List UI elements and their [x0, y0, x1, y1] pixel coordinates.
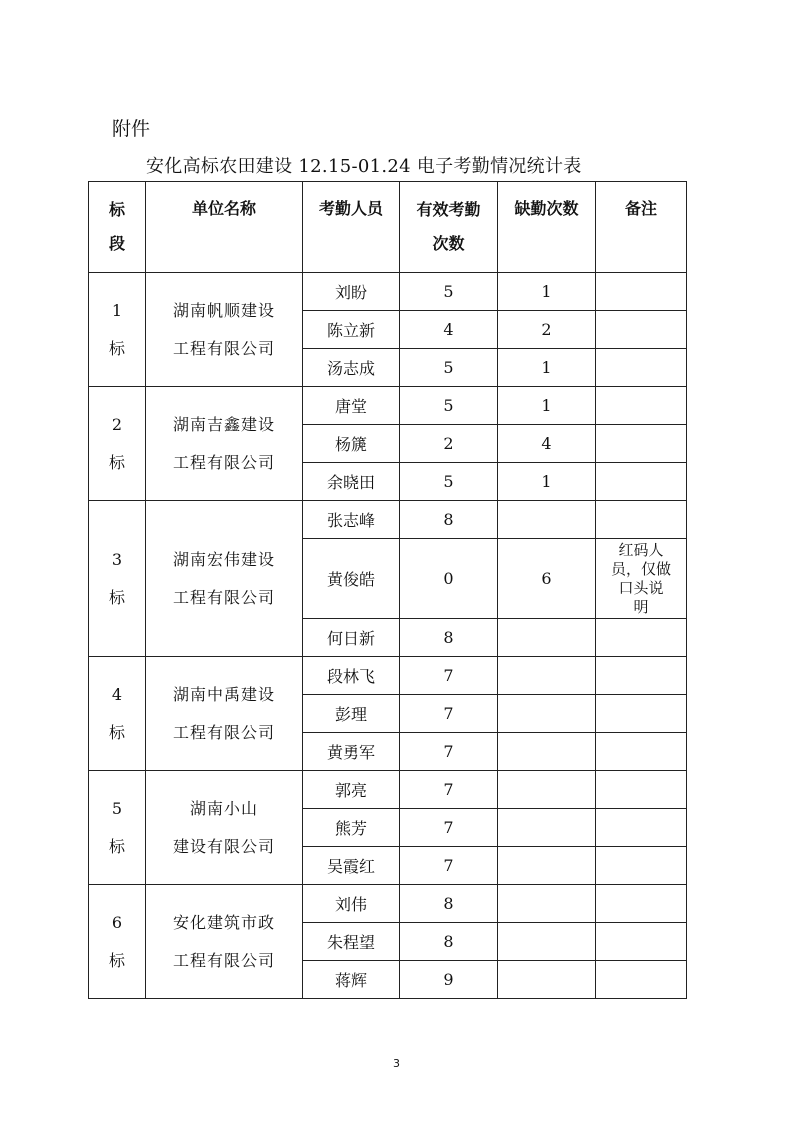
table-row [89, 501, 687, 539]
absent-count-cell: 1 [498, 349, 596, 387]
person-cell: 彭理 [303, 695, 400, 733]
unit-name-line2: 工程有限公司 [172, 950, 275, 970]
valid-count-cell: 2 [400, 425, 498, 463]
unit-cell [146, 387, 303, 501]
unit-name-line1: 湖南中禹建设 [172, 684, 275, 704]
note-cell [596, 961, 687, 999]
unit-cell [146, 657, 303, 771]
annex-label: 附件 [112, 118, 151, 140]
segment-cell [89, 501, 146, 657]
segment-cell [89, 885, 146, 999]
unit-name-line2: 工程有限公司 [172, 587, 275, 607]
absent-count-cell: 2 [498, 311, 596, 349]
unit-name-line2: 工程有限公司 [172, 452, 275, 472]
segment-cell [89, 387, 146, 501]
unit-name-line2: 建设有限公司 [172, 836, 275, 856]
valid-count-cell: 7 [400, 733, 498, 771]
note-line: 红码人 [618, 540, 664, 559]
unit-name-line1: 湖南帆顺建设 [172, 300, 275, 320]
table-row [89, 657, 687, 695]
header-valid-line2: 次数 [432, 234, 465, 253]
valid-count-cell: 7 [400, 771, 498, 809]
header-person: 考勤人员 [303, 182, 400, 273]
note-cell [596, 387, 687, 425]
segment-number: 6 [111, 912, 123, 932]
absent-count-cell: 1 [498, 273, 596, 311]
absent-count-cell [498, 847, 596, 885]
unit-cell [146, 501, 303, 657]
segment-number: 4 [111, 684, 123, 704]
header-segment [89, 182, 146, 273]
note-cell [596, 619, 687, 657]
table-row [89, 387, 687, 425]
note-cell [596, 809, 687, 847]
absent-count-cell: 1 [498, 463, 596, 501]
segment-cell [89, 657, 146, 771]
header-valid-line1: 有效考勤 [416, 200, 481, 219]
segment-suffix: 标 [108, 950, 125, 970]
note-line: 口头说 [618, 578, 664, 597]
unit-name-line2: 工程有限公司 [172, 338, 275, 358]
header-unit: 单位名称 [146, 182, 303, 273]
absent-count-cell [498, 733, 596, 771]
segment-number: 3 [111, 549, 123, 569]
person-cell: 蒋辉 [303, 961, 400, 999]
note-cell [596, 539, 687, 619]
absent-count-cell [498, 695, 596, 733]
segment-suffix: 标 [108, 452, 125, 472]
header-row [89, 182, 687, 273]
unit-cell [146, 885, 303, 999]
absent-count-cell: 4 [498, 425, 596, 463]
valid-count-cell: 8 [400, 619, 498, 657]
note-cell [596, 273, 687, 311]
person-cell: 吴霞红 [303, 847, 400, 885]
note-cell [596, 771, 687, 809]
person-cell: 朱程望 [303, 923, 400, 961]
absent-count-cell [498, 619, 596, 657]
segment-number: 1 [111, 300, 123, 320]
valid-count-cell: 7 [400, 847, 498, 885]
absent-count-cell [498, 961, 596, 999]
unit-cell [146, 273, 303, 387]
header-segment-line1: 标 [108, 200, 125, 219]
valid-count-cell: 5 [400, 387, 498, 425]
valid-count-cell: 7 [400, 657, 498, 695]
valid-count-cell: 5 [400, 463, 498, 501]
unit-cell [146, 771, 303, 885]
segment-suffix: 标 [108, 722, 125, 742]
note-cell [596, 885, 687, 923]
person-cell: 陈立新 [303, 311, 400, 349]
person-cell: 刘伟 [303, 885, 400, 923]
segment-number: 5 [111, 798, 123, 818]
table-row [89, 771, 687, 809]
note-cell [596, 657, 687, 695]
unit-name-line1: 湖南宏伟建设 [172, 549, 275, 569]
header-valid [400, 182, 498, 273]
person-cell: 黄勇军 [303, 733, 400, 771]
table-row [89, 885, 687, 923]
valid-count-cell: 0 [400, 539, 498, 619]
person-cell: 唐堂 [303, 387, 400, 425]
person-cell: 熊芳 [303, 809, 400, 847]
person-cell: 汤志成 [303, 349, 400, 387]
note-cell [596, 425, 687, 463]
header-absent: 缺勤次数 [498, 182, 596, 273]
note-cell [596, 733, 687, 771]
segment-suffix: 标 [108, 587, 125, 607]
segment-cell [89, 273, 146, 387]
valid-count-cell: 9 [400, 961, 498, 999]
person-cell: 何日新 [303, 619, 400, 657]
absent-count-cell: 6 [498, 539, 596, 619]
note-cell [596, 501, 687, 539]
segment-suffix: 标 [108, 338, 125, 358]
note-cell [596, 463, 687, 501]
person-cell: 张志峰 [303, 501, 400, 539]
attendance-table [88, 181, 687, 999]
note-cell [596, 695, 687, 733]
note-cell [596, 311, 687, 349]
person-cell: 余晓田 [303, 463, 400, 501]
note-line: 员，仅做 [610, 559, 671, 578]
unit-name-line1: 安化建筑市政 [172, 912, 275, 932]
valid-count-cell: 8 [400, 885, 498, 923]
document-title: 安化高标农田建设 12.15-01.24 电子考勤情况统计表 [146, 156, 582, 177]
absent-count-cell [498, 923, 596, 961]
valid-count-cell: 8 [400, 923, 498, 961]
absent-count-cell [498, 809, 596, 847]
unit-name-line2: 工程有限公司 [172, 722, 275, 742]
absent-count-cell [498, 657, 596, 695]
valid-count-cell: 5 [400, 273, 498, 311]
header-note: 备注 [596, 182, 687, 273]
unit-name-line1: 湖南吉鑫建设 [172, 414, 275, 434]
header-segment-line2: 段 [108, 234, 125, 253]
absent-count-cell [498, 501, 596, 539]
person-cell: 黄俊皓 [303, 539, 400, 619]
unit-name-line1: 湖南小山 [189, 798, 258, 818]
note-cell [596, 847, 687, 885]
valid-count-cell: 7 [400, 695, 498, 733]
person-cell: 杨篪 [303, 425, 400, 463]
person-cell: 刘盼 [303, 273, 400, 311]
note-cell [596, 349, 687, 387]
valid-count-cell: 7 [400, 809, 498, 847]
person-cell: 段林飞 [303, 657, 400, 695]
note-line: 明 [633, 597, 649, 616]
valid-count-cell: 4 [400, 311, 498, 349]
valid-count-cell: 5 [400, 349, 498, 387]
table-row [89, 273, 687, 311]
person-cell: 郭亮 [303, 771, 400, 809]
page-number: 3 [393, 1057, 400, 1070]
absent-count-cell [498, 885, 596, 923]
valid-count-cell: 8 [400, 501, 498, 539]
segment-number: 2 [111, 414, 123, 434]
segment-cell [89, 771, 146, 885]
absent-count-cell: 1 [498, 387, 596, 425]
segment-suffix: 标 [108, 836, 125, 856]
absent-count-cell [498, 771, 596, 809]
note-cell [596, 923, 687, 961]
